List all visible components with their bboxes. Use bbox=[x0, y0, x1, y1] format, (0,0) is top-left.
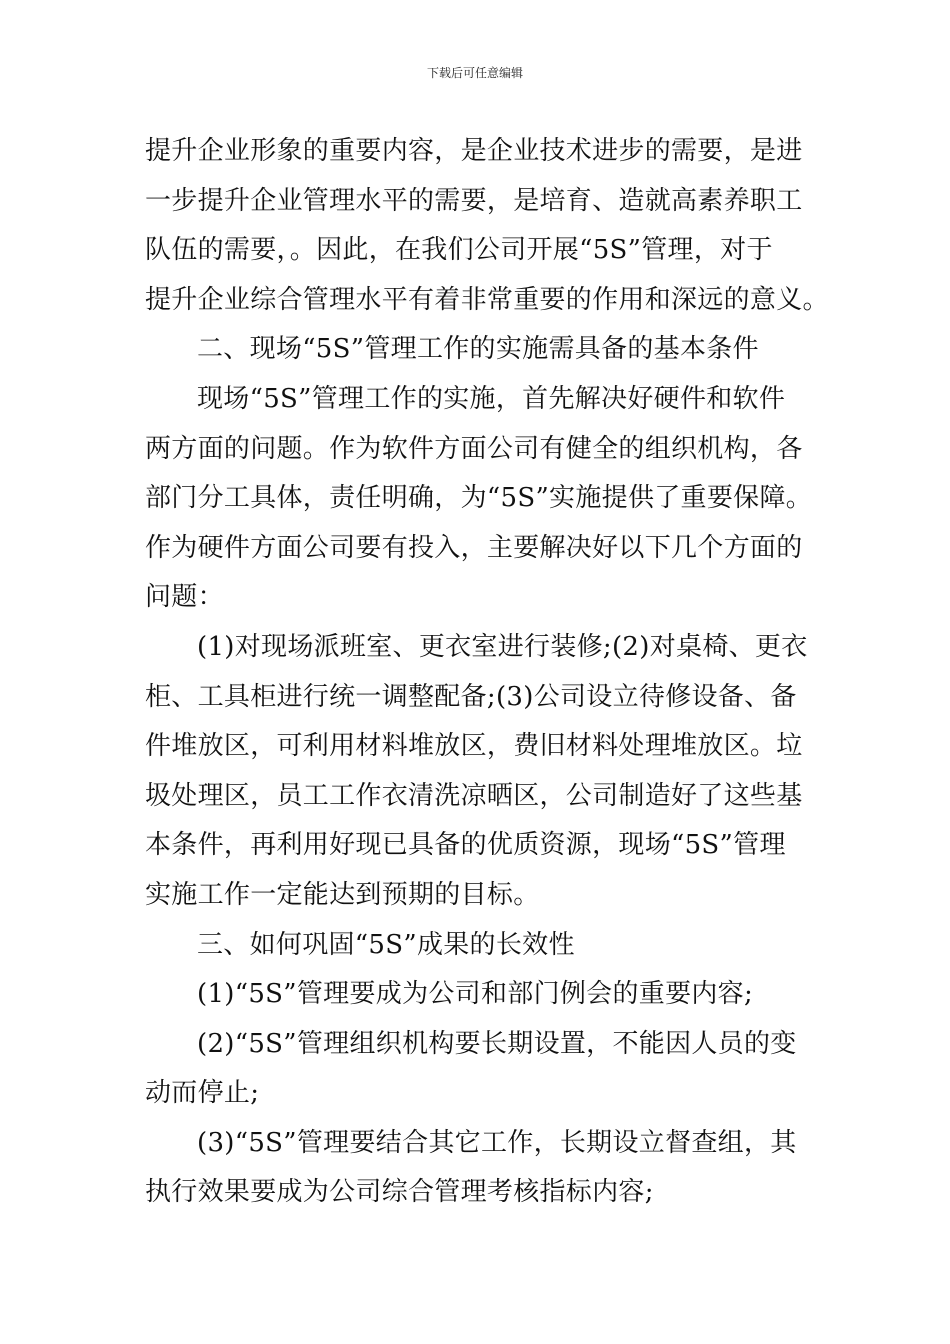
text-line: 两方面的问题。作为软件方面公司有健全的组织机构，各 bbox=[145, 433, 803, 464]
text-line: 现场“5S”管理工作的实施，首先解决好硬件和软件 bbox=[197, 383, 786, 414]
section-heading-2: 二、现场“5S”管理工作的实施需具备的基本条件 bbox=[197, 334, 759, 365]
list-item: (1)“5S”管理要成为公司和部门例会的重要内容; bbox=[197, 979, 754, 1010]
text-line: 作为硬件方面公司要有投入，主要解决好以下几个方面的 bbox=[145, 532, 803, 563]
text-line: 圾处理区，员工工作衣清洗凉晒区，公司制造好了这些基 bbox=[145, 780, 803, 811]
text-line: 执行效果要成为公司综合管理考核指标内容; bbox=[145, 1177, 654, 1208]
document-body bbox=[145, 127, 829, 1218]
text-line: 本条件，再利用好现已具备的优质资源，现场“5S”管理 bbox=[145, 830, 786, 861]
list-item: (2)“5S”管理组织机构要长期设置，不能因人员的变 bbox=[197, 1028, 797, 1059]
text-line: 柜、工具柜进行统一调整配备;(3)公司设立待修设备、备 bbox=[145, 681, 797, 712]
text-line: (1)对现场派班室、更衣室进行装修;(2)对桌椅、更衣 bbox=[197, 631, 808, 662]
list-item: (3)“5S”管理要结合其它工作，长期设立督查组，其 bbox=[197, 1127, 797, 1158]
text-line: 问题： bbox=[145, 582, 224, 613]
text-line: 动而停止; bbox=[145, 1078, 260, 1109]
text-line: 提升企业综合管理水平有着非常重要的作用和深远的意义。 bbox=[145, 284, 829, 315]
text-line: 部门分工具体，责任明确，为“5S”实施提供了重要保障。 bbox=[145, 483, 813, 514]
text-line: 件堆放区，可利用材料堆放区，费旧材料处理堆放区。垃 bbox=[145, 731, 803, 762]
text-line: 队伍的需要，。因此，在我们公司开展“5S”管理，对于 bbox=[145, 235, 773, 266]
text-line: 实施工作一定能达到预期的目标。 bbox=[145, 879, 540, 910]
section-heading-3: 三、如何巩固“5S”成果的长效性 bbox=[197, 929, 575, 960]
page-header: 下载后可任意编辑 bbox=[426, 66, 523, 80]
text-line: 提升企业形象的重要内容，是企业技术进步的需要，是进 bbox=[145, 136, 803, 166]
text-line: 一步提升企业管理水平的需要，是培育、造就高素养职工 bbox=[145, 185, 803, 216]
